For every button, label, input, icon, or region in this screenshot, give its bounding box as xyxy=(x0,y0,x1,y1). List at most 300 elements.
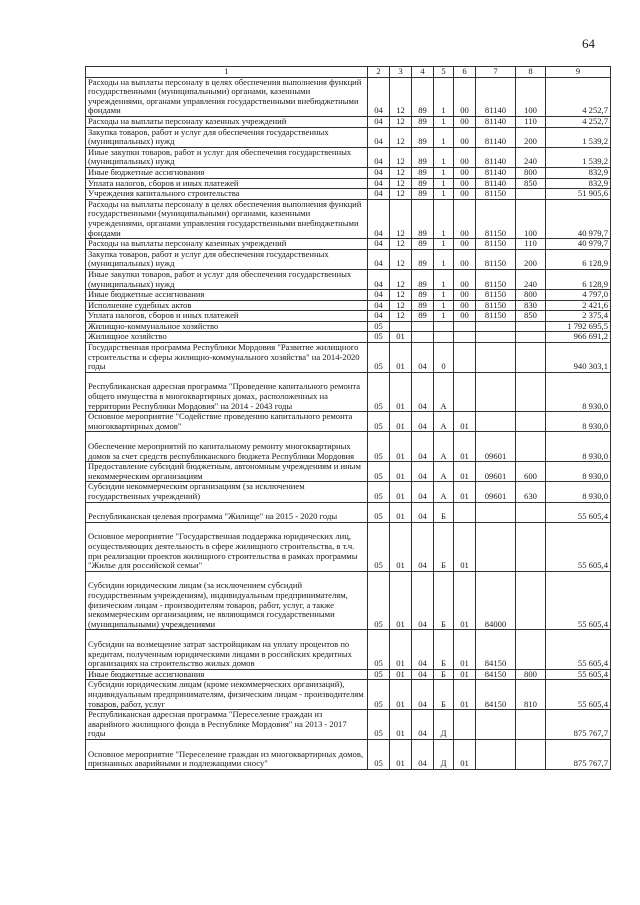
column-header: 1 xyxy=(86,67,368,78)
row-cell-c6 xyxy=(454,502,476,522)
row-cell-c7: 81150 xyxy=(476,199,516,238)
row-cell-c6 xyxy=(454,321,476,332)
row-cell-c2: 04 xyxy=(368,189,390,200)
row-cell-c4: 04 xyxy=(412,669,434,680)
row-cell-c7: 81140 xyxy=(476,116,516,127)
row-cell-c8: 830 xyxy=(516,300,546,311)
row-cell-c2: 04 xyxy=(368,199,390,238)
row-cell-c9: 4 797,0 xyxy=(546,290,611,301)
row-cell-c5: 0 xyxy=(434,343,454,373)
row-cell-c3: 01 xyxy=(390,522,412,571)
row-description: Субсидии некоммерческим организациям (за исключением государственных учреждений) xyxy=(86,482,368,502)
row-cell-c5: Б xyxy=(434,502,454,522)
table-row xyxy=(86,502,611,522)
row-cell-c4: 89 xyxy=(412,249,434,269)
row-cell-c5: А xyxy=(434,372,454,411)
row-description: Предоставление субсидий бюджетным, автономным учреждениям и иным некоммерческим организациям xyxy=(86,462,368,482)
row-cell-c7: 81150 xyxy=(476,269,516,289)
row-cell-c9: 940 303,1 xyxy=(546,343,611,373)
row-cell-c6: 01 xyxy=(454,669,476,680)
row-description: Исполнение судебных актов xyxy=(86,300,368,311)
table-row xyxy=(86,290,611,301)
table-row xyxy=(86,147,611,167)
row-cell-c4: 89 xyxy=(412,178,434,189)
row-description: Субсидии юридическим лицам (кроме некоммерческих организаций), индивидуальным предпринимателям, физическим лицам - производителям товаров, работ, услуг xyxy=(86,680,368,710)
row-cell-c7 xyxy=(476,321,516,332)
column-header: 3 xyxy=(390,67,412,78)
row-description: Расходы на выплаты персоналу в целях обеспечения выполнения функций государственными (муниципальными) органами, казенными учреждениями, органами управления государственными внебюджетными фондами xyxy=(86,77,368,116)
column-header: 6 xyxy=(454,67,476,78)
row-cell-c2: 04 xyxy=(368,290,390,301)
row-cell-c7 xyxy=(476,502,516,522)
row-cell-c9: 40 979,7 xyxy=(546,199,611,238)
row-description: Государственная программа Республики Мордовия "Развитие жилищного строительства и сферы жилищно-коммунального хозяйства" на 2014-2020 годы xyxy=(86,343,368,373)
row-cell-c9: 55 605,4 xyxy=(546,630,611,669)
row-cell-c4: 89 xyxy=(412,239,434,250)
row-cell-c2: 05 xyxy=(368,332,390,343)
row-description: Закупка товаров, работ и услуг для обеспечения государственных (муниципальных) нужд xyxy=(86,249,368,269)
row-cell-c8: 850 xyxy=(516,178,546,189)
row-cell-c6: 01 xyxy=(454,432,476,462)
row-cell-c7: 81150 xyxy=(476,300,516,311)
table-row xyxy=(86,432,611,462)
row-cell-c4: 89 xyxy=(412,189,434,200)
row-cell-c7: 81140 xyxy=(476,147,516,167)
row-cell-c2: 05 xyxy=(368,739,390,769)
row-description: Расходы на выплаты персоналу казенных учреждений xyxy=(86,116,368,127)
row-cell-c8 xyxy=(516,571,546,630)
row-cell-c8 xyxy=(516,343,546,373)
row-cell-c5: Д xyxy=(434,739,454,769)
row-description: Иные бюджетные ассигнования xyxy=(86,669,368,680)
row-cell-c5: Б xyxy=(434,669,454,680)
row-cell-c2: 05 xyxy=(368,432,390,462)
table-row xyxy=(86,412,611,432)
row-cell-c9: 2 421,6 xyxy=(546,300,611,311)
row-cell-c3: 01 xyxy=(390,372,412,411)
row-cell-c5: 1 xyxy=(434,300,454,311)
row-cell-c5: А xyxy=(434,462,454,482)
row-cell-c4: 04 xyxy=(412,462,434,482)
row-cell-c8: 240 xyxy=(516,147,546,167)
row-cell-c7 xyxy=(476,332,516,343)
table-row xyxy=(86,249,611,269)
row-cell-c3: 01 xyxy=(390,630,412,669)
row-cell-c9: 8 930,0 xyxy=(546,372,611,411)
row-cell-c8: 240 xyxy=(516,269,546,289)
row-cell-c7: 09601 xyxy=(476,432,516,462)
row-cell-c6 xyxy=(454,343,476,373)
row-cell-c8: 800 xyxy=(516,167,546,178)
row-cell-c4: 04 xyxy=(412,372,434,411)
row-cell-c2: 05 xyxy=(368,412,390,432)
row-cell-c4: 89 xyxy=(412,311,434,322)
row-cell-c6: 00 xyxy=(454,189,476,200)
row-cell-c8: 200 xyxy=(516,127,546,147)
table-row xyxy=(86,77,611,116)
row-cell-c2: 05 xyxy=(368,482,390,502)
row-cell-c8: 200 xyxy=(516,249,546,269)
row-cell-c3: 01 xyxy=(390,332,412,343)
row-cell-c5: 1 xyxy=(434,178,454,189)
row-cell-c5: Б xyxy=(434,630,454,669)
row-cell-c7 xyxy=(476,372,516,411)
row-cell-c2: 04 xyxy=(368,127,390,147)
row-cell-c8: 800 xyxy=(516,290,546,301)
table-row xyxy=(86,300,611,311)
table-row xyxy=(86,522,611,571)
row-cell-c2: 04 xyxy=(368,167,390,178)
row-cell-c7 xyxy=(476,343,516,373)
row-cell-c2: 05 xyxy=(368,710,390,740)
row-cell-c8 xyxy=(516,739,546,769)
row-cell-c4: 89 xyxy=(412,127,434,147)
row-description: Основное мероприятие "Переселение граждан из многоквартирных домов, признанных аварийными и подлежащими сносу" xyxy=(86,739,368,769)
row-cell-c6: 01 xyxy=(454,462,476,482)
row-cell-c9: 875 767,7 xyxy=(546,739,611,769)
table-row xyxy=(86,311,611,322)
row-cell-c6: 00 xyxy=(454,249,476,269)
row-cell-c5: Б xyxy=(434,680,454,710)
row-cell-c2: 05 xyxy=(368,522,390,571)
row-cell-c6: 01 xyxy=(454,522,476,571)
row-cell-c5: 1 xyxy=(434,127,454,147)
row-cell-c8 xyxy=(516,372,546,411)
row-cell-c8: 800 xyxy=(516,669,546,680)
row-cell-c3: 12 xyxy=(390,199,412,238)
row-cell-c9: 51 905,6 xyxy=(546,189,611,200)
column-header: 7 xyxy=(476,67,516,78)
row-cell-c7: 81140 xyxy=(476,167,516,178)
table-row xyxy=(86,372,611,411)
row-cell-c3: 01 xyxy=(390,502,412,522)
row-cell-c3: 01 xyxy=(390,571,412,630)
row-cell-c9: 832,9 xyxy=(546,167,611,178)
row-cell-c9: 6 128,9 xyxy=(546,249,611,269)
row-description: Учреждения капитального строительства xyxy=(86,189,368,200)
row-cell-c5: 1 xyxy=(434,167,454,178)
row-cell-c9: 966 691,2 xyxy=(546,332,611,343)
row-cell-c3: 01 xyxy=(390,343,412,373)
row-cell-c7: 81150 xyxy=(476,311,516,322)
row-cell-c9: 4 252,7 xyxy=(546,77,611,116)
row-cell-c5: 1 xyxy=(434,311,454,322)
row-cell-c4: 89 xyxy=(412,116,434,127)
row-cell-c4: 04 xyxy=(412,630,434,669)
row-cell-c4: 04 xyxy=(412,343,434,373)
row-cell-c5: 1 xyxy=(434,290,454,301)
row-cell-c9: 55 605,4 xyxy=(546,680,611,710)
table-row xyxy=(86,462,611,482)
row-cell-c7: 81150 xyxy=(476,290,516,301)
row-cell-c3: 12 xyxy=(390,311,412,322)
row-cell-c2: 04 xyxy=(368,311,390,322)
row-cell-c8: 850 xyxy=(516,311,546,322)
row-cell-c5: 1 xyxy=(434,147,454,167)
row-cell-c8: 110 xyxy=(516,239,546,250)
row-cell-c9: 6 128,9 xyxy=(546,269,611,289)
column-header: 4 xyxy=(412,67,434,78)
row-cell-c8 xyxy=(516,522,546,571)
row-cell-c4: 89 xyxy=(412,290,434,301)
row-cell-c3: 12 xyxy=(390,290,412,301)
row-cell-c8: 630 xyxy=(516,482,546,502)
row-cell-c5: А xyxy=(434,432,454,462)
row-cell-c6 xyxy=(454,710,476,740)
row-description: Субсидии юридическим лицам (за исключением субсидий государственным учреждениям), индивидуальным предпринимателям, физическим лицам - производителям товаров, работ, услуг, а также некоммерческим организациям, не являющимся государственными (муниципальными) учреждениями xyxy=(86,571,368,630)
row-cell-c6: 01 xyxy=(454,680,476,710)
row-cell-c7: 84000 xyxy=(476,571,516,630)
row-cell-c6: 00 xyxy=(454,178,476,189)
table-row xyxy=(86,167,611,178)
row-description: Республиканская адресная программа "Проведение капитального ремонта общего имущества в многоквартирных домах, расположенных на территории Республики Мордовия" на 2014 - 2043 годы xyxy=(86,372,368,411)
row-cell-c9: 8 930,0 xyxy=(546,482,611,502)
row-description: Жилищное хозяйство xyxy=(86,332,368,343)
row-cell-c8: 810 xyxy=(516,680,546,710)
table-row xyxy=(86,669,611,680)
row-cell-c6 xyxy=(454,372,476,411)
row-cell-c2: 05 xyxy=(368,630,390,669)
row-cell-c7: 81140 xyxy=(476,127,516,147)
row-cell-c4: 04 xyxy=(412,680,434,710)
row-cell-c9: 8 930,0 xyxy=(546,432,611,462)
row-cell-c7: 09601 xyxy=(476,462,516,482)
row-cell-c8 xyxy=(516,332,546,343)
table-row xyxy=(86,116,611,127)
row-cell-c4: 04 xyxy=(412,412,434,432)
row-cell-c2: 05 xyxy=(368,571,390,630)
row-description: Расходы на выплаты персоналу казенных учреждений xyxy=(86,239,368,250)
row-cell-c6: 00 xyxy=(454,269,476,289)
row-description: Жилищно-коммунальное хозяйство xyxy=(86,321,368,332)
row-cell-c4: 04 xyxy=(412,522,434,571)
row-cell-c2: 04 xyxy=(368,116,390,127)
table-row xyxy=(86,343,611,373)
row-cell-c9: 55 605,4 xyxy=(546,502,611,522)
table-body xyxy=(86,77,611,769)
row-cell-c6: 00 xyxy=(454,199,476,238)
row-cell-c6: 00 xyxy=(454,127,476,147)
row-cell-c2: 05 xyxy=(368,502,390,522)
row-cell-c8 xyxy=(516,412,546,432)
row-cell-c5: 1 xyxy=(434,116,454,127)
row-cell-c2: 05 xyxy=(368,680,390,710)
row-cell-c2: 04 xyxy=(368,147,390,167)
table-row xyxy=(86,269,611,289)
row-cell-c2: 04 xyxy=(368,178,390,189)
row-description: Субсидии на возмещение затрат застройщикам на уплату процентов по кредитам, полученным юридическими лицами в российских кредитных организациях на строительство жилых домов xyxy=(86,630,368,669)
row-cell-c5: А xyxy=(434,412,454,432)
row-cell-c3: 12 xyxy=(390,249,412,269)
row-description: Иные бюджетные ассигнования xyxy=(86,167,368,178)
row-cell-c4: 89 xyxy=(412,77,434,116)
row-cell-c7: 81150 xyxy=(476,189,516,200)
row-description: Основное мероприятие "Содействие проведению капитального ремонта многоквартирных домов" xyxy=(86,412,368,432)
page-number: 64 xyxy=(582,36,595,51)
row-cell-c3: 12 xyxy=(390,167,412,178)
table-row xyxy=(86,739,611,769)
row-cell-c6: 01 xyxy=(454,412,476,432)
column-number-row xyxy=(86,67,611,78)
row-cell-c7 xyxy=(476,412,516,432)
row-cell-c7: 81150 xyxy=(476,239,516,250)
row-description: Республиканская адресная программа "Переселение граждан из аварийного жилищного фонда в Республике Мордовия" на 2013 - 2017 годы xyxy=(86,710,368,740)
row-cell-c3: 01 xyxy=(390,669,412,680)
row-cell-c5: 1 xyxy=(434,77,454,116)
row-cell-c3: 01 xyxy=(390,710,412,740)
row-cell-c6 xyxy=(454,332,476,343)
row-cell-c8 xyxy=(516,189,546,200)
table-row xyxy=(86,189,611,200)
table-row xyxy=(86,482,611,502)
row-cell-c3: 01 xyxy=(390,482,412,502)
row-cell-c7: 81150 xyxy=(476,249,516,269)
table-row xyxy=(86,127,611,147)
row-cell-c3: 12 xyxy=(390,147,412,167)
row-cell-c3: 12 xyxy=(390,269,412,289)
row-cell-c9: 40 979,7 xyxy=(546,239,611,250)
row-cell-c5: Б xyxy=(434,571,454,630)
row-cell-c8 xyxy=(516,630,546,669)
table-row xyxy=(86,239,611,250)
row-cell-c4: 89 xyxy=(412,269,434,289)
row-cell-c8 xyxy=(516,502,546,522)
row-cell-c9: 55 605,4 xyxy=(546,571,611,630)
row-cell-c3: 01 xyxy=(390,432,412,462)
row-cell-c4 xyxy=(412,332,434,343)
row-cell-c3: 12 xyxy=(390,77,412,116)
row-cell-c6: 01 xyxy=(454,482,476,502)
row-cell-c3: 01 xyxy=(390,739,412,769)
row-description: Закупка товаров, работ и услуг для обеспечения государственных (муниципальных) нужд xyxy=(86,127,368,147)
row-cell-c5 xyxy=(434,321,454,332)
row-cell-c2: 04 xyxy=(368,300,390,311)
row-cell-c6: 00 xyxy=(454,116,476,127)
row-cell-c9: 8 930,0 xyxy=(546,462,611,482)
row-cell-c9: 832,9 xyxy=(546,178,611,189)
row-cell-c3: 12 xyxy=(390,127,412,147)
row-cell-c8 xyxy=(516,710,546,740)
row-cell-c5 xyxy=(434,332,454,343)
row-cell-c5: 1 xyxy=(434,269,454,289)
row-description: Расходы на выплаты персоналу в целях обеспечения выполнения функций государственными (муниципальными) органами, казенными учреждениями, органами управления государственными внебюджетными фондами xyxy=(86,199,368,238)
row-cell-c2: 04 xyxy=(368,269,390,289)
row-cell-c5: Б xyxy=(434,522,454,571)
row-cell-c4: 04 xyxy=(412,571,434,630)
row-cell-c2: 05 xyxy=(368,343,390,373)
column-header: 2 xyxy=(368,67,390,78)
table-row xyxy=(86,178,611,189)
row-cell-c4: 04 xyxy=(412,482,434,502)
row-cell-c2: 05 xyxy=(368,372,390,411)
row-cell-c9: 8 930,0 xyxy=(546,412,611,432)
row-cell-c7: 09601 xyxy=(476,482,516,502)
row-cell-c8 xyxy=(516,432,546,462)
row-cell-c9: 1 792 695,5 xyxy=(546,321,611,332)
row-cell-c5: 1 xyxy=(434,199,454,238)
row-cell-c6: 00 xyxy=(454,167,476,178)
row-description: Обеспечение мероприятий по капитальному ремонту многоквартирных домов за счет средств республиканского бюджета Республики Мордовия xyxy=(86,432,368,462)
row-description: Иные закупки товаров, работ и услуг для обеспечения государственных (муниципальных) нужд xyxy=(86,147,368,167)
row-cell-c9: 1 539,2 xyxy=(546,127,611,147)
row-cell-c9: 55 605,4 xyxy=(546,522,611,571)
row-cell-c5: Д xyxy=(434,710,454,740)
row-cell-c4: 89 xyxy=(412,147,434,167)
budget-table xyxy=(85,66,611,770)
row-cell-c8: 110 xyxy=(516,116,546,127)
row-cell-c9: 55 605,4 xyxy=(546,669,611,680)
row-cell-c9: 2 375,4 xyxy=(546,311,611,322)
row-cell-c9: 1 539,2 xyxy=(546,147,611,167)
row-cell-c8 xyxy=(516,321,546,332)
row-cell-c2: 05 xyxy=(368,462,390,482)
row-cell-c3: 12 xyxy=(390,300,412,311)
row-cell-c6: 01 xyxy=(454,571,476,630)
row-cell-c9: 4 252,7 xyxy=(546,116,611,127)
row-description: Иные бюджетные ассигнования xyxy=(86,290,368,301)
row-cell-c4: 04 xyxy=(412,710,434,740)
row-cell-c4: 89 xyxy=(412,300,434,311)
table-row xyxy=(86,199,611,238)
row-cell-c6: 00 xyxy=(454,77,476,116)
row-cell-c2: 04 xyxy=(368,77,390,116)
row-cell-c6: 00 xyxy=(454,239,476,250)
column-header: 5 xyxy=(434,67,454,78)
row-cell-c7 xyxy=(476,710,516,740)
row-cell-c7: 81140 xyxy=(476,178,516,189)
row-cell-c3: 01 xyxy=(390,412,412,432)
table-row xyxy=(86,332,611,343)
table-row xyxy=(86,571,611,630)
table-row xyxy=(86,710,611,740)
column-header: 9 xyxy=(546,67,611,78)
row-cell-c3: 01 xyxy=(390,680,412,710)
row-cell-c3 xyxy=(390,321,412,332)
row-description: Основное мероприятие "Государственная поддержка юридических лиц, осуществляющих деятельность в сфере жилищного строительства, в т.ч. при реализации проектов жилищного строительства в рамках программы "Жилье для российской семьи" xyxy=(86,522,368,571)
row-cell-c4: 89 xyxy=(412,167,434,178)
row-cell-c6: 00 xyxy=(454,290,476,301)
row-cell-c6: 00 xyxy=(454,300,476,311)
row-cell-c3: 12 xyxy=(390,239,412,250)
row-cell-c6: 01 xyxy=(454,739,476,769)
row-cell-c5: 1 xyxy=(434,189,454,200)
table-row xyxy=(86,680,611,710)
row-cell-c8: 600 xyxy=(516,462,546,482)
row-cell-c2: 05 xyxy=(368,669,390,680)
row-cell-c7: 84150 xyxy=(476,630,516,669)
row-cell-c8: 100 xyxy=(516,199,546,238)
row-cell-c6: 01 xyxy=(454,630,476,669)
row-cell-c4: 89 xyxy=(412,199,434,238)
table-row xyxy=(86,321,611,332)
row-cell-c2: 04 xyxy=(368,249,390,269)
column-header: 8 xyxy=(516,67,546,78)
row-cell-c7 xyxy=(476,739,516,769)
row-cell-c3: 01 xyxy=(390,462,412,482)
row-cell-c2: 05 xyxy=(368,321,390,332)
row-description: Республиканская целевая программа "Жилище" на 2015 - 2020 годы xyxy=(86,502,368,522)
row-cell-c3: 12 xyxy=(390,178,412,189)
row-cell-c7: 84150 xyxy=(476,669,516,680)
row-cell-c5: 1 xyxy=(434,249,454,269)
row-cell-c7: 81140 xyxy=(476,77,516,116)
row-description: Иные закупки товаров, работ и услуг для обеспечения государственных (муниципальных) нужд xyxy=(86,269,368,289)
row-cell-c5: 1 xyxy=(434,239,454,250)
row-description: Уплата налогов, сборов и иных платежей xyxy=(86,178,368,189)
row-description: Уплата налогов, сборов и иных платежей xyxy=(86,311,368,322)
row-cell-c7 xyxy=(476,522,516,571)
row-cell-c4 xyxy=(412,321,434,332)
